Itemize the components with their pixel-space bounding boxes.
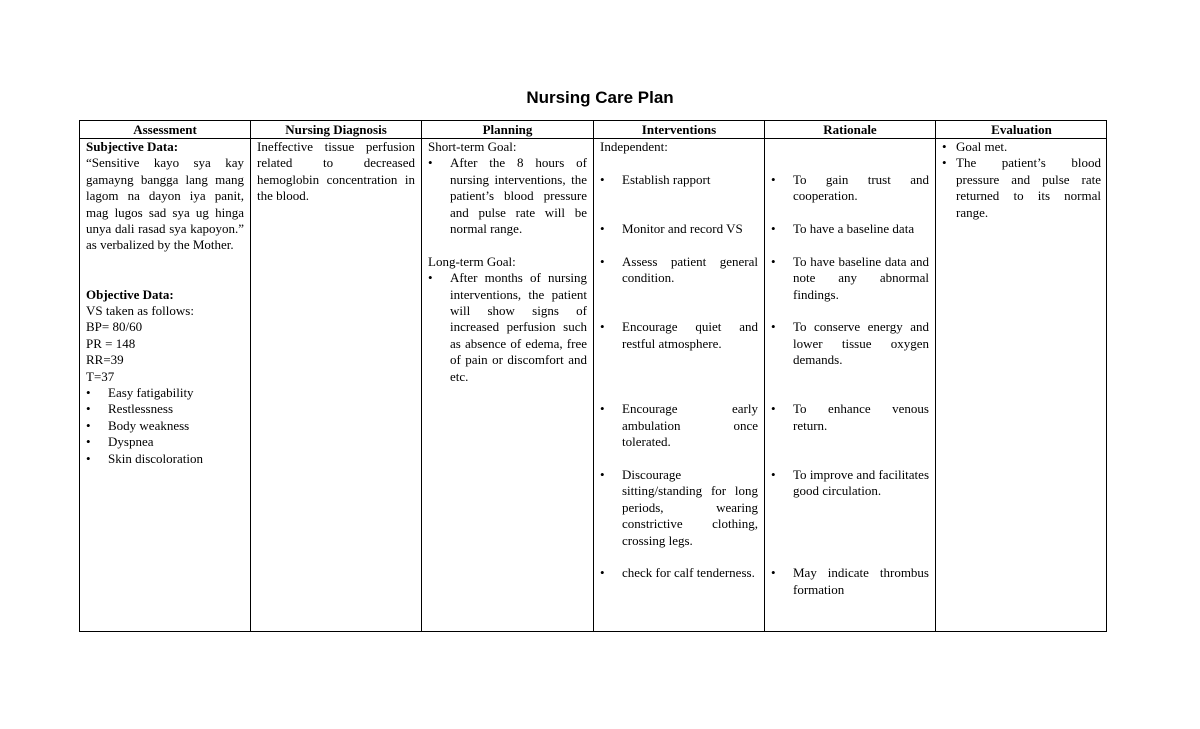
assessment-column	[80, 121, 250, 631]
subjective-text: “Sensitive kayo sya kay gamayng bangga lang mang lagom na dayon iya panit, mag lugos sad sya ug hinga unya dali rasad sya kapoyon.” as verbalized by the Mother.	[86, 155, 244, 253]
rationale-item: • To enhance venous return.	[771, 401, 929, 467]
evaluation-column	[936, 121, 1107, 631]
page-title: Nursing Care Plan	[526, 88, 674, 107]
interventions-column	[594, 121, 764, 631]
diagnosis-column	[251, 121, 421, 631]
long-term-label: Long-term Goal:	[428, 253, 516, 269]
intervention-item: • Encourage early ambulation once tolerated.	[600, 401, 758, 467]
header-rationale: Rationale	[823, 122, 877, 137]
rationale-item: • To improve and facilitates good circulation.	[771, 467, 929, 565]
rationale-item: • May indicate thrombus formation	[771, 565, 929, 598]
rationale-item: • To conserve energy and lower tissue oxygen demands.	[771, 319, 929, 401]
sign-item: • Skin discoloration	[86, 451, 244, 467]
short-term-label: Short-term Goal:	[428, 139, 517, 154]
vital-t: T=37	[86, 368, 115, 384]
intervention-item: • Discourage sitting/standing for long periods, wearing constrictive clothing, crossing legs.	[600, 467, 758, 565]
intervention-item: • check for calf tenderness.	[600, 565, 758, 581]
care-plan-table	[79, 120, 1107, 632]
rationale-item: • To have a baseline data	[771, 221, 929, 254]
planning-column	[422, 121, 593, 631]
header-planning: Planning	[482, 122, 533, 137]
sign-item: • Body weakness	[86, 418, 244, 434]
sign-item: • Dyspnea	[86, 434, 244, 450]
independent-label: Independent:	[600, 139, 668, 154]
sign-item: • Restlessness	[86, 401, 244, 417]
rationale-column	[765, 121, 935, 631]
diagnosis-text: Ineffective tissue perfusion related to decreased hemoglobin concentration in the blood.	[257, 139, 415, 204]
header-diagnosis: Nursing Diagnosis	[285, 122, 387, 137]
intervention-item: • Assess patient general condition.	[600, 254, 758, 320]
header-interventions: Interventions	[641, 122, 717, 137]
rationale-item: • To have baseline data and note any abnormal findings.	[771, 254, 929, 320]
intervention-item: • Establish rapport	[600, 172, 758, 221]
sign-item: • Easy fatigability	[86, 385, 244, 401]
rationale-item: • To gain trust and cooperation.	[771, 172, 929, 221]
header-assessment: Assessment	[133, 122, 197, 137]
header-evaluation: Evaluation	[991, 122, 1052, 137]
short-term-goal: • After the 8 hours of nursing interventions, the patient’s blood pressure and pulse rate will be normal range.	[428, 155, 587, 237]
vs-label: VS taken as follows:	[86, 303, 194, 319]
intervention-item: • Encourage quiet and restful atmosphere.	[600, 319, 758, 401]
long-term-goal: • After months of nursing interventions, the patient will show signs of increased perfusion such as absence of edema, free of pain or discomfort and etc.	[428, 270, 587, 385]
evaluation-item: • The patient’s blood pressure and pulse rate returned to its normal range.	[942, 155, 1101, 221]
subjective-label: Subjective Data:	[86, 139, 179, 154]
evaluation-item: • Goal met.	[942, 139, 1101, 155]
vital-bp: BP= 80/60	[86, 319, 143, 335]
intervention-item: • Monitor and record VS	[600, 221, 758, 254]
vital-rr: RR=39	[86, 352, 124, 368]
objective-label: Objective Data:	[86, 286, 174, 302]
vital-pr: PR = 148	[86, 335, 136, 351]
